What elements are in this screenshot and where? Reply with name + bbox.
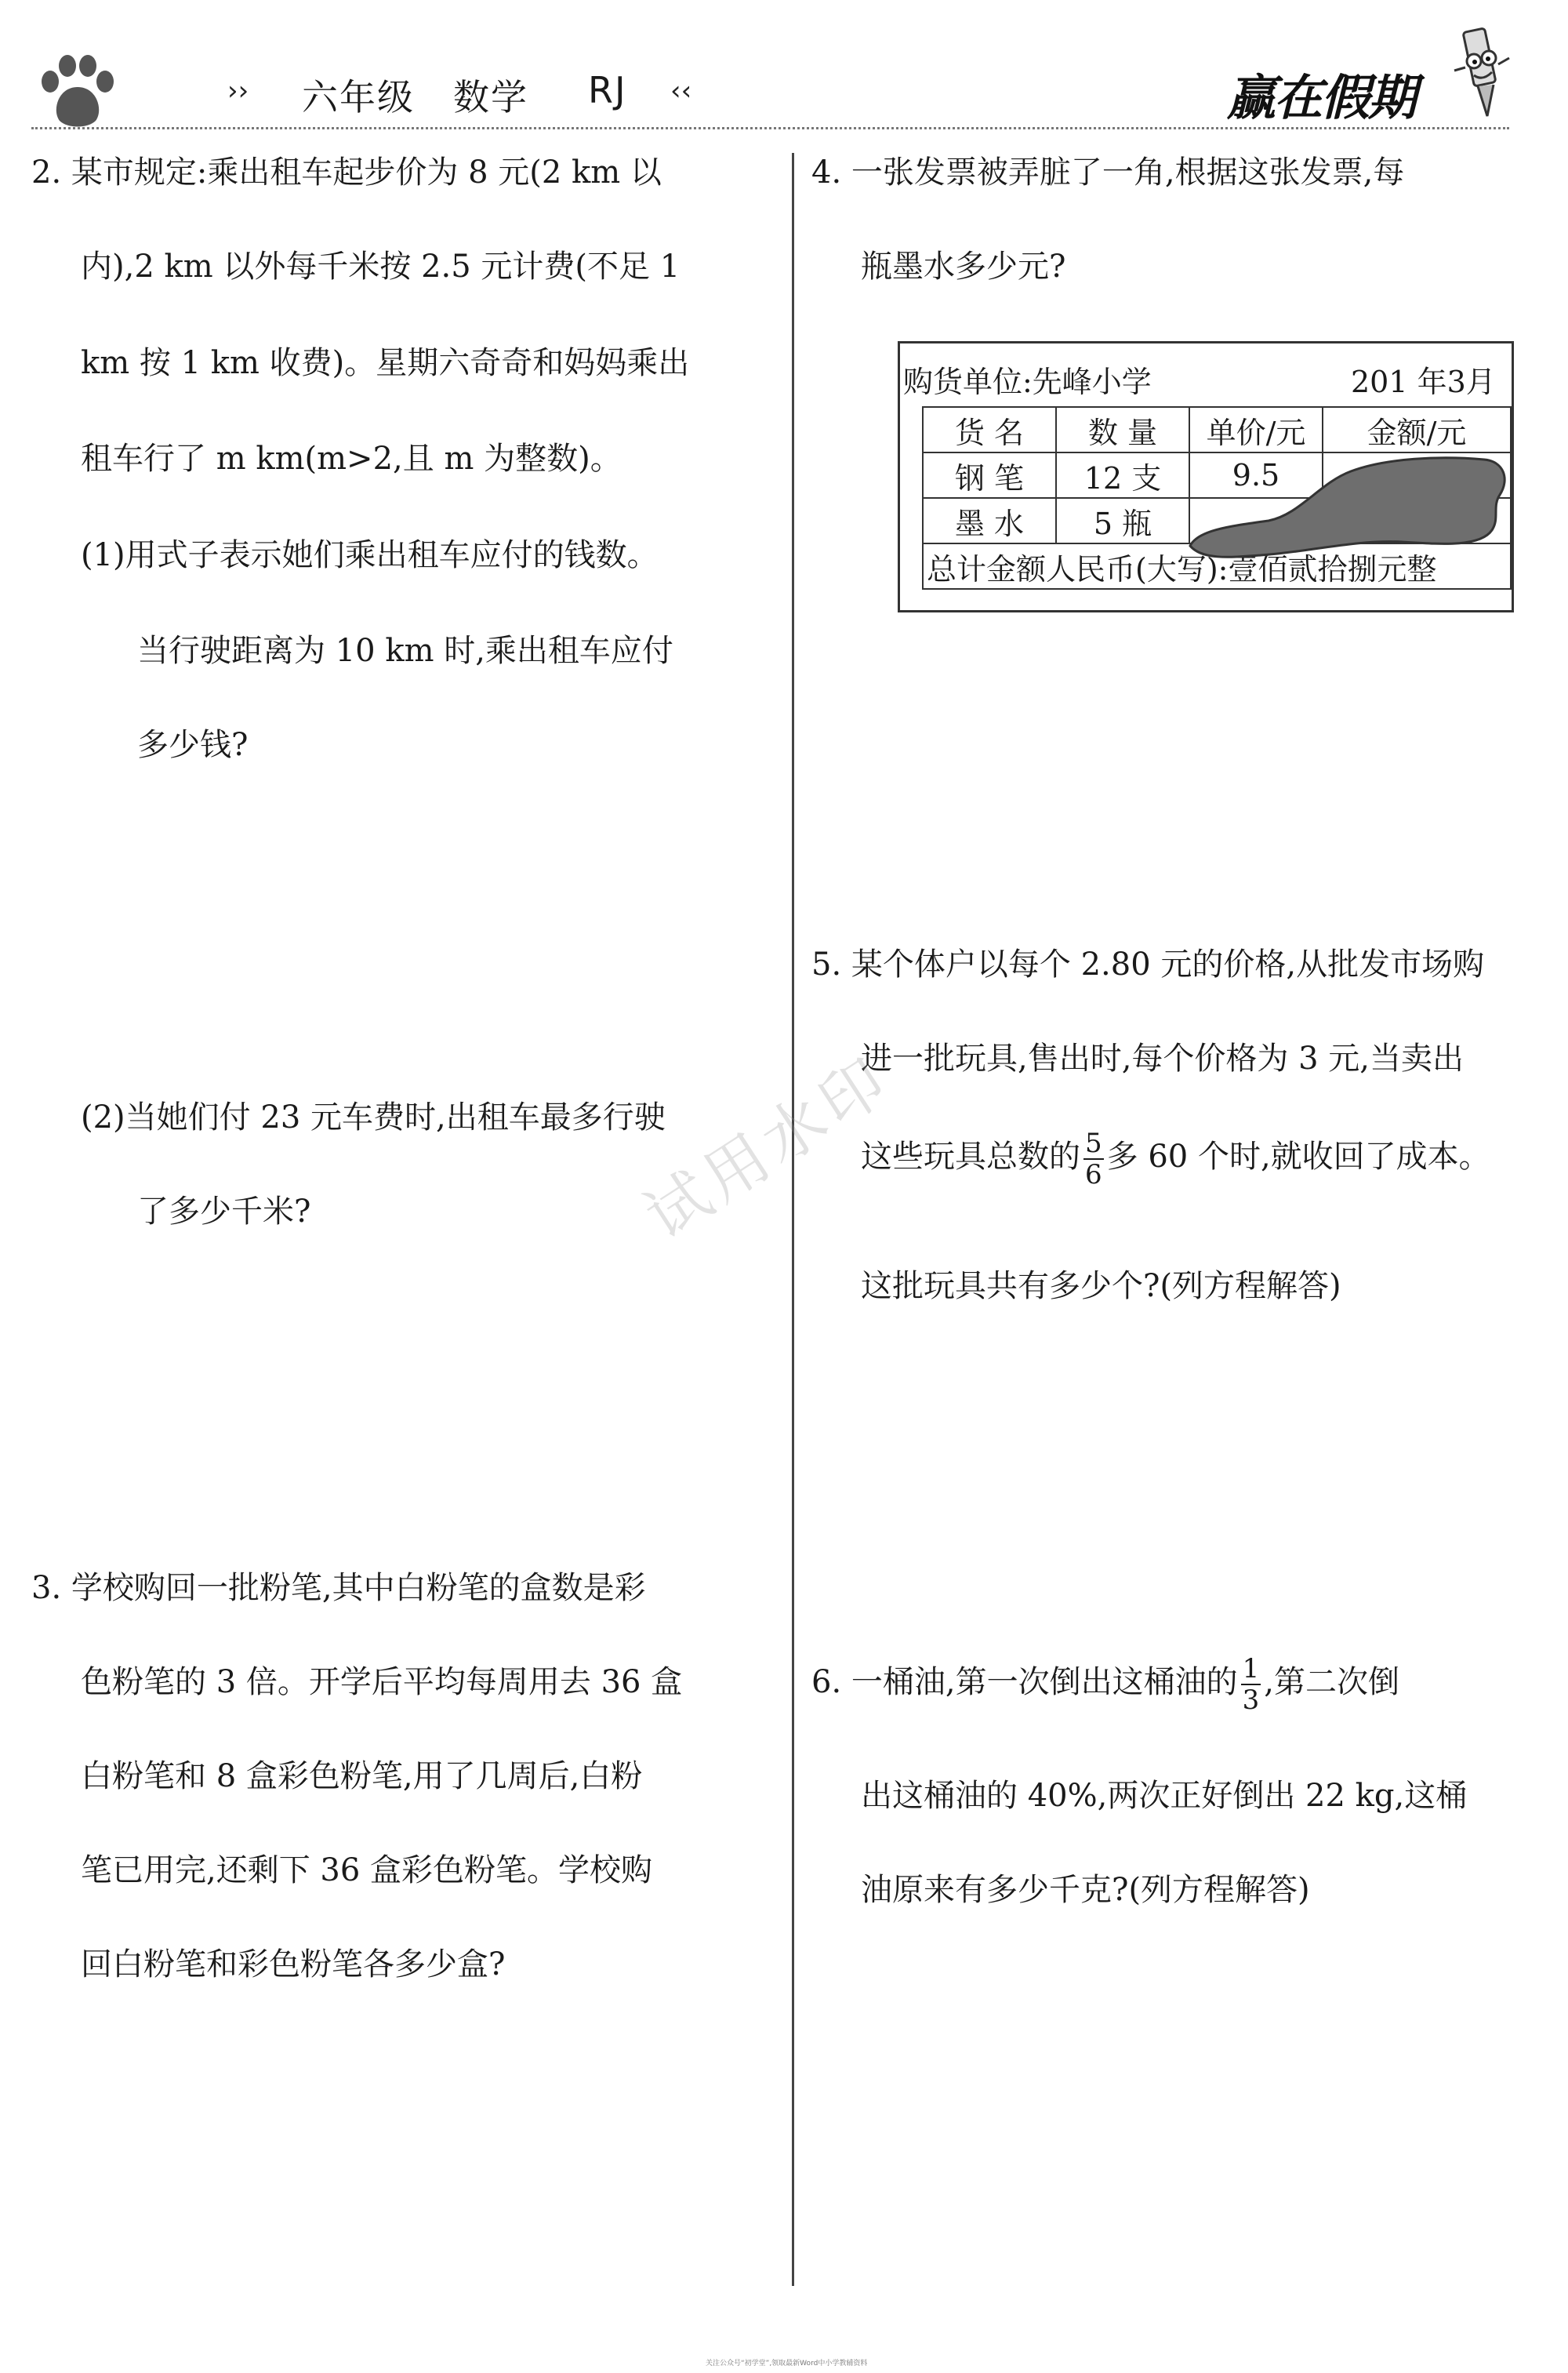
- fraction-denominator: 3: [1242, 1684, 1260, 1716]
- invoice-date: 201 年3月: [1351, 365, 1496, 399]
- q6-line-1: [811, 1651, 1399, 1715]
- left-arrows: ››: [227, 75, 249, 107]
- invoice-buyer: 购货单位:先峰小学: [903, 365, 1152, 399]
- fraction-five-sixths: [1083, 1128, 1104, 1190]
- fraction-numerator: 5: [1085, 1128, 1102, 1159]
- q2-line-2: 内),2 km 以外每千米按 2.5 元计费(不足 1: [81, 249, 681, 285]
- edition-label: RJ: [588, 69, 627, 111]
- q6-line-1-post: ,第二次倒: [1264, 1664, 1399, 1700]
- q6-line-1-pre: 6. 一桶油,第一次倒出这桶油的: [811, 1664, 1238, 1700]
- q2-line-1: 2. 某市规定:乘出租车起步价为 8 元(2 km 以: [31, 154, 662, 191]
- invoice: [898, 341, 1514, 612]
- q3-line-3: 白粉笔和 8 盒彩色粉笔,用了几周后,白粉: [81, 1758, 643, 1794]
- subject-label: 数学: [453, 76, 528, 118]
- invoice-cell: 5 瓶: [1056, 498, 1189, 543]
- invoice-total: 总计金额人民币(大写):壹佰贰拾捌元整: [923, 543, 1511, 589]
- q6-line-2: 出这桶油的 40%,两次正好倒出 22 kg,这桶: [861, 1778, 1468, 1814]
- q4-line-2: 瓶墨水多少元?: [861, 249, 1066, 285]
- fraction-denominator: 6: [1085, 1159, 1102, 1190]
- q5-line-1: 5. 某个体户以每个 2.80 元的价格,从批发市场购: [811, 947, 1485, 983]
- right-arrows: ‹‹: [670, 75, 692, 107]
- invoice-header-item: 货 名: [923, 407, 1056, 452]
- q3-line-4: 笔已用完,还剩下 36 盒彩色粉笔。学校购: [81, 1852, 653, 1888]
- q2-part1-line-3: 多少钱?: [137, 727, 249, 763]
- pencil-mascot-icon: [1431, 24, 1525, 122]
- q2-line-4: 租车行了 m km(m>2,且 m 为整数)。: [81, 441, 622, 477]
- q4-line-1: 4. 一张发票被弄脏了一角,根据这张发票,每: [811, 154, 1405, 191]
- q3-line-5: 回白粉笔和彩色粉笔各多少盒?: [81, 1946, 506, 1982]
- fraction-one-third: [1241, 1654, 1261, 1715]
- invoice-header-amount: 金额/元: [1323, 407, 1511, 452]
- q6-line-3: 油原来有多少千克?(列方程解答): [861, 1872, 1310, 1908]
- invoice-header-price: 单价/元: [1189, 407, 1323, 452]
- fraction-numerator: 1: [1242, 1653, 1260, 1684]
- invoice-cell: 墨 水: [923, 498, 1056, 543]
- invoice-header-qty: 数 量: [1056, 407, 1189, 452]
- grade-label: 六年级: [302, 76, 415, 118]
- invoice-cell: 12 支: [1056, 452, 1189, 498]
- watermark: 试用水印: [632, 1041, 904, 1254]
- q3-line-1: 3. 学校购回一批粉笔,其中白粉笔的盒数是彩: [31, 1570, 646, 1606]
- q5-line-3-pre: 这些玩具总数的: [861, 1139, 1080, 1175]
- invoice-cell: 9.5: [1189, 452, 1323, 498]
- q2-part1-line-2: 当行驶距离为 10 km 时,乘出租车应付: [137, 633, 673, 669]
- ink-stain: [1182, 452, 1512, 561]
- q2-part2-line-2: 了多少千米?: [137, 1194, 311, 1230]
- q5-line-3: [861, 1125, 1490, 1190]
- table-row: [923, 407, 1511, 452]
- q5-line-3-post: 多 60 个时,就收回了成本。: [1106, 1139, 1490, 1175]
- q3-line-2: 色粉笔的 3 倍。开学后平均每周用去 36 盒: [81, 1664, 683, 1700]
- q5-line-4: 这批玩具共有多少个?(列方程解答): [861, 1268, 1341, 1304]
- q2-part2-line-1: (2)当她们付 23 元车费时,出租车最多行驶: [81, 1099, 666, 1136]
- q2-line-3: km 按 1 km 收费)。星期六奇奇和妈妈乘出: [81, 345, 690, 381]
- brand-logo: 赢在假期: [1227, 69, 1416, 126]
- paw-icon: [34, 52, 121, 130]
- invoice-cell: 钢 笔: [923, 452, 1056, 498]
- header-divider: [31, 127, 1509, 129]
- column-divider: [792, 153, 794, 2286]
- q5-line-2: 进一批玩具,售出时,每个价格为 3 元,当卖出: [861, 1041, 1465, 1077]
- q2-part1-line-1: (1)用式子表示她们乘出租车应付的钱数。: [81, 537, 659, 573]
- footer-note: 关注公众号“初学堂”,领取最新Word中小学教辅资料: [706, 2360, 868, 2368]
